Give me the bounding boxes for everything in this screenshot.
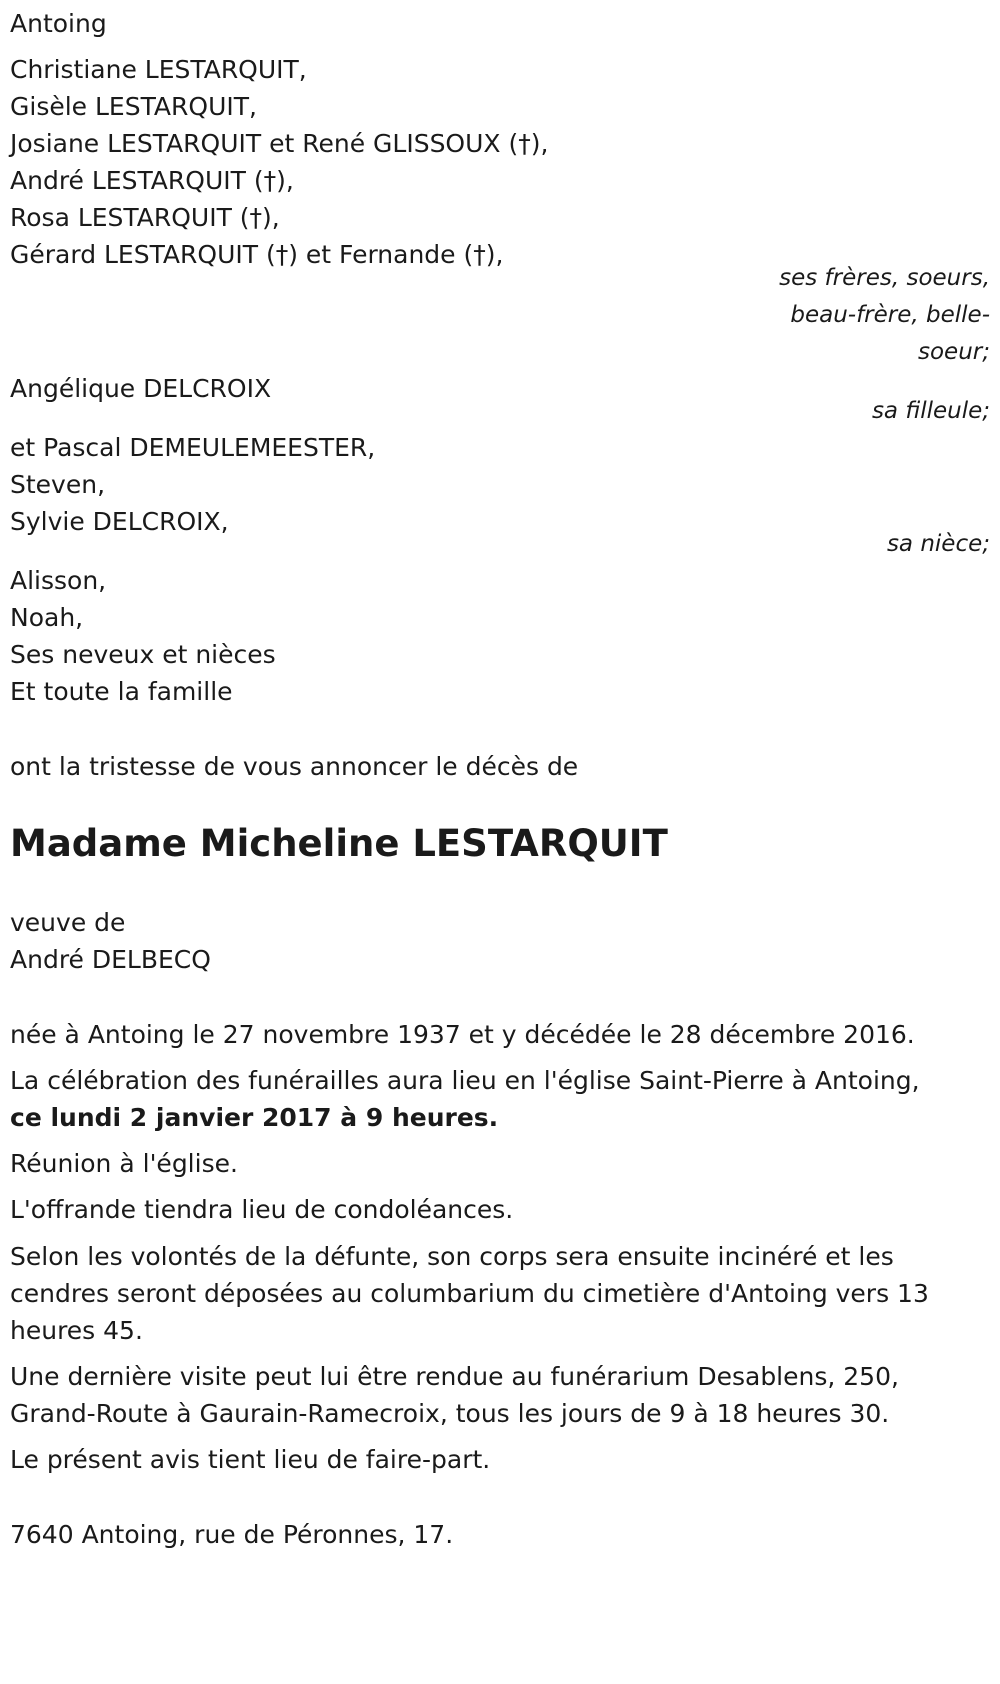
others-line: Et toute la famille <box>10 677 233 706</box>
family-line: André LESTARQUIT (†), <box>10 166 294 195</box>
others-line: Noah, <box>10 603 84 632</box>
family-line: Christiane LESTARQUIT, <box>10 55 307 84</box>
family-line: Rosa LESTARQUIT (†), <box>10 203 280 232</box>
notice-line: Le présent avis tient lieu de faire-part. <box>10 1445 491 1474</box>
address-line: 7640 Antoing, rue de Péronnes, 17. <box>10 1520 454 1549</box>
others-line: Alisson, <box>10 566 107 595</box>
niece-family-line: et Pascal DEMEULEMEESTER, <box>10 433 376 462</box>
birth-death-line: née à Antoing le 27 novembre 1937 et y décédée le 28 décembre 2016. <box>10 1020 915 1049</box>
relation-goddaughter: sa filleule; <box>871 398 990 424</box>
widow-line: André DELBECQ <box>10 945 211 974</box>
relation-siblings: soeur; <box>918 339 990 365</box>
funeral-line: La célébration des funérailles aura lieu en l'église Saint-Pierre à Antoing, <box>10 1066 920 1095</box>
family-line: Gisèle LESTARQUIT, <box>10 92 257 121</box>
offering-line: L'offrande tiendra lieu de condoléances. <box>10 1195 514 1224</box>
announcement-line: ont la tristesse de vous annoncer le décès de <box>10 752 579 781</box>
wishes-line: heures 45. <box>10 1316 143 1345</box>
niece-family-line: Steven, <box>10 470 106 499</box>
visit-line: Une dernière visite peut lui être rendue au funérarium Desablens, 250, <box>10 1362 899 1391</box>
niece-family-line: Sylvie DELCROIX, <box>10 507 229 536</box>
deceased-name: Madame Micheline LESTARQUIT <box>10 822 668 865</box>
relation-niece: sa nièce; <box>886 531 990 557</box>
family-line: Gérard LESTARQUIT (†) et Fernande (†), <box>10 240 504 269</box>
meeting-line: Réunion à l'église. <box>10 1149 238 1178</box>
wishes-line: cendres seront déposées au columbarium du cimetière d'Antoing vers 13 <box>10 1279 929 1308</box>
funeral-date: ce lundi 2 janvier 2017 à 9 heures. <box>10 1103 499 1132</box>
family-line: Josiane LESTARQUIT et René GLISSOUX (†), <box>10 129 549 158</box>
others-line: Ses neveux et nièces <box>10 640 276 669</box>
wishes-line: Selon les volontés de la défunte, son corps sera ensuite incinéré et les <box>10 1242 894 1271</box>
widow-line: veuve de <box>10 908 126 937</box>
visit-line: Grand-Route à Gaurain-Ramecroix, tous les jours de 9 à 18 heures 30. <box>10 1399 890 1428</box>
relation-siblings: beau-frère, belle- <box>790 302 990 328</box>
place-line: Antoing <box>10 9 107 38</box>
goddaughter-line: Angélique DELCROIX <box>10 374 272 403</box>
relation-siblings: ses frères, soeurs, <box>779 265 990 291</box>
